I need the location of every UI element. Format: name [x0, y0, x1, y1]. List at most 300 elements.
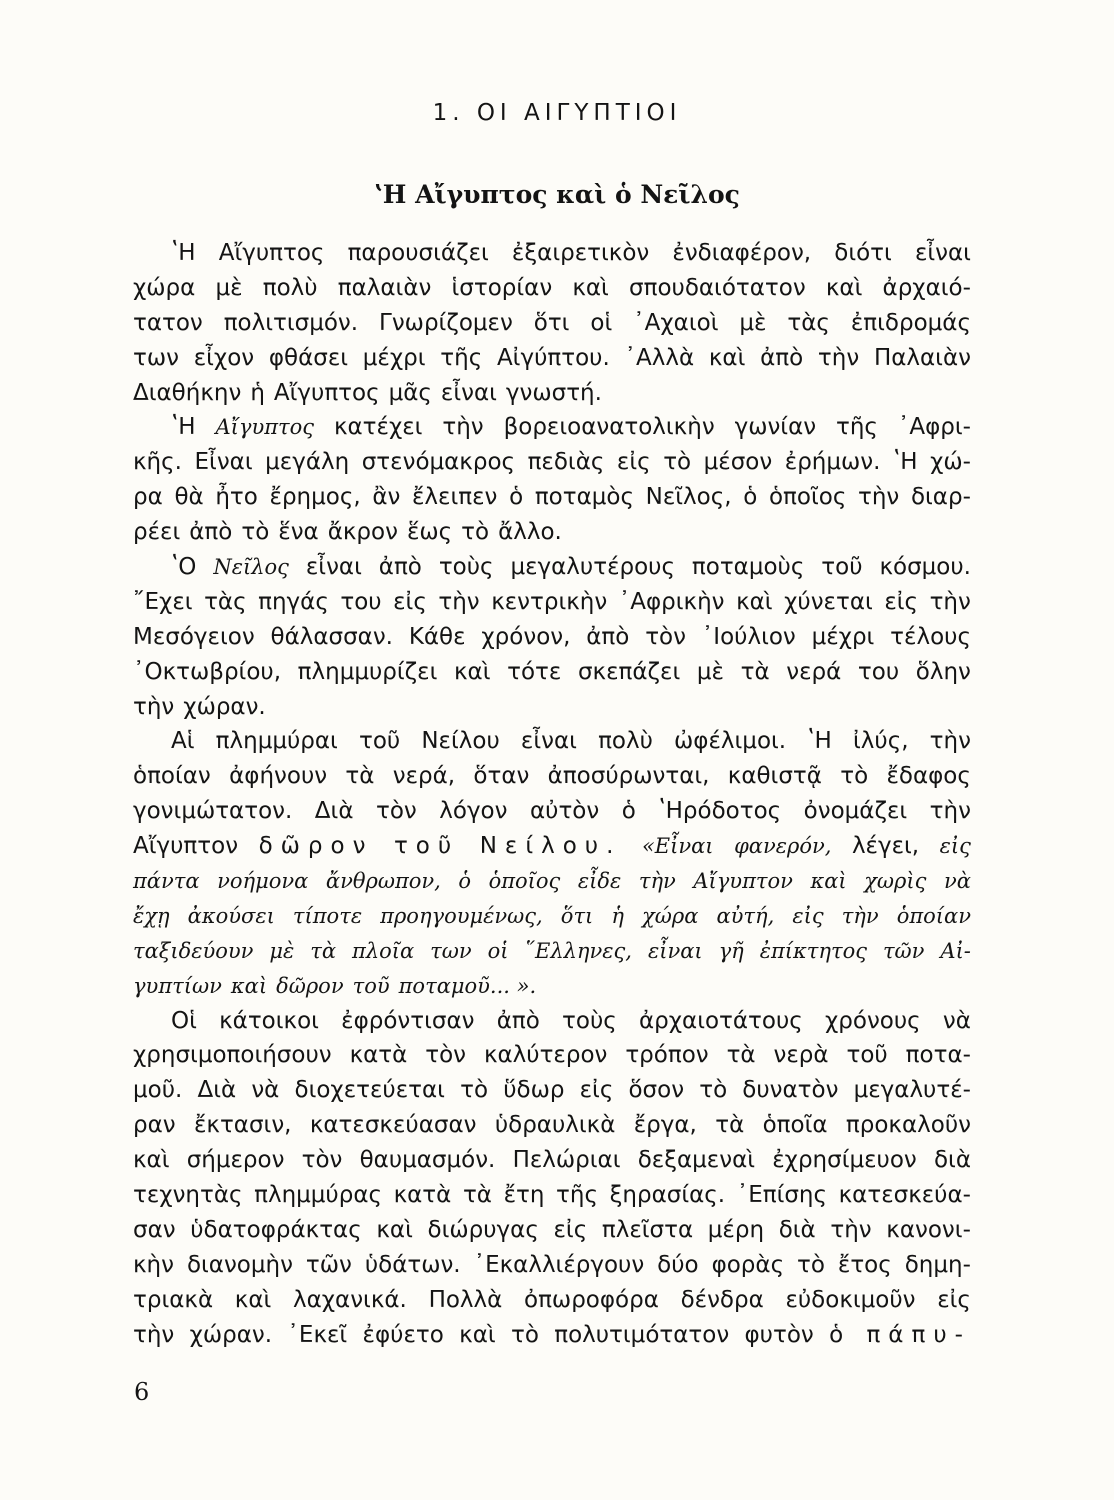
word: Αἴγυπτον — [133, 833, 239, 860]
word: διὰ — [933, 1147, 971, 1174]
word: Αἰ- — [940, 938, 971, 963]
text-line — [133, 306, 971, 341]
word: χώρα — [642, 903, 699, 928]
word: ὅτι — [533, 309, 570, 336]
word: παρουσιάζει — [347, 240, 489, 266]
word: ἐχρησίμευον — [772, 1147, 917, 1174]
word: εἰς — [393, 588, 427, 615]
word: ὀνομάζει — [803, 798, 908, 825]
word: τέλους — [890, 623, 971, 650]
word: δυνατὸν — [742, 1077, 839, 1104]
word: τὴν — [438, 588, 480, 615]
word: στενόμακρος — [361, 449, 516, 476]
word: ἐξαιρετικὸν — [511, 240, 650, 266]
word: Πολλὰ — [428, 1286, 503, 1313]
word: τὸ — [663, 449, 692, 476]
word: τὸν — [375, 798, 417, 825]
word: φορὰς — [711, 1251, 785, 1278]
word: ʽΗ — [171, 240, 196, 266]
word: ἔχῃ — [133, 903, 170, 928]
word: χωρὶς — [864, 869, 927, 894]
word: καὶ — [454, 658, 491, 685]
word: παλαιὰν — [337, 274, 432, 301]
word: Πελώριαι — [512, 1147, 621, 1174]
word: ἔκτασιν, — [193, 1112, 292, 1139]
word: ὅλην — [915, 658, 971, 685]
text-line — [133, 1318, 971, 1353]
text-line — [133, 864, 971, 899]
word: τὴν — [442, 414, 484, 441]
word: κατέχει — [333, 414, 423, 441]
word: «Εἶναι — [641, 834, 714, 859]
word: ποταμὸς — [534, 484, 634, 511]
word: σπουδαιότατον — [629, 274, 806, 301]
word: προκαλοῦν — [845, 1112, 971, 1139]
word: χύνεται — [784, 588, 873, 615]
word: ᾽Ιούλιον — [701, 623, 796, 650]
word: τοῦ — [393, 833, 460, 860]
word: τὸ — [797, 1251, 825, 1278]
word: νερά, — [392, 763, 456, 790]
word: πολὺ — [598, 728, 653, 755]
word: εἶναι — [647, 938, 703, 963]
word: χρόνους — [825, 1007, 921, 1034]
word: πεδιὰς — [527, 449, 605, 476]
word: ᾽Αφρι- — [897, 414, 971, 441]
word: καλύτερον — [483, 1042, 608, 1069]
word: λέγει, — [851, 833, 920, 860]
word: χρόνον, — [481, 623, 571, 650]
word: ἀπὸ — [496, 1007, 540, 1034]
word: τὴν — [817, 344, 860, 371]
section-heading: ʽΗ Αἴγυπτος καὶ ὁ Νεῖλος — [374, 180, 740, 209]
word: εἰς — [579, 1077, 614, 1104]
text-line — [133, 1283, 971, 1318]
word: Διὰ — [197, 1077, 237, 1104]
word: τῶν — [305, 1251, 352, 1278]
word: νερὰ — [773, 1042, 829, 1069]
word: Νεῖλος, — [645, 484, 732, 511]
word: τὸν — [645, 623, 686, 650]
word: θάλασσαν. — [270, 623, 393, 650]
word: κατεσκεύασαν — [309, 1112, 477, 1139]
word: Νεῖλος — [213, 555, 289, 580]
word: οἱ — [590, 309, 613, 336]
word: εἶχον — [193, 344, 255, 371]
word: ὁποῖα — [762, 1112, 828, 1139]
word: αὐτή, — [716, 903, 775, 928]
word: ᾽Αλλὰ — [624, 344, 695, 371]
word: Αἱ — [171, 728, 195, 755]
word: τὴν — [133, 693, 175, 720]
word: ὁ — [621, 798, 636, 825]
word: τὸ — [460, 1077, 489, 1104]
word: μεγαλυτέρους — [510, 554, 675, 581]
word: τῆς — [440, 344, 483, 371]
word: ῎Εχει — [133, 588, 193, 615]
word: Παλαιὰν — [873, 344, 971, 371]
word: Αἰγύπτου. — [496, 344, 610, 371]
word: ἐφύετο — [362, 1321, 444, 1348]
word: ᾽Επίσης — [736, 1182, 828, 1209]
word: τῆς — [556, 1182, 598, 1209]
word: ὁποῖος — [488, 869, 561, 894]
text-line — [133, 271, 971, 306]
word: πάντα — [133, 869, 200, 894]
word: μέρη — [707, 1216, 765, 1243]
word: τὸν — [301, 1147, 343, 1174]
word: φυτὸν — [744, 1321, 814, 1348]
word: κὴν — [133, 1251, 174, 1278]
word: τριακὰ — [133, 1286, 214, 1313]
word: δύο — [657, 1251, 699, 1278]
word: διοχετεύεται — [294, 1077, 445, 1104]
word: πολὺ — [262, 274, 318, 301]
word: εἶναι — [520, 728, 577, 755]
word: ὁ — [458, 869, 472, 894]
word: τίποτε — [292, 903, 363, 928]
word: τρόπον — [625, 1042, 709, 1069]
word: προηγουμένως, — [380, 903, 543, 928]
word: λαχανικά. — [292, 1286, 407, 1313]
word: Αἴγυπτος — [273, 379, 380, 406]
word: σήμερον — [186, 1147, 285, 1174]
word: γνωστή. — [505, 379, 602, 406]
word: Εἶναι — [194, 449, 253, 476]
word: εἶναι — [305, 554, 362, 581]
word: ἀπὸ — [586, 623, 630, 650]
text-line — [133, 1073, 971, 1108]
word: διότι — [834, 240, 892, 266]
text-line — [133, 410, 971, 445]
word: ἔδαφος — [886, 763, 971, 790]
word: ἀρχαιό- — [882, 274, 971, 301]
word: μοῦ. — [133, 1077, 183, 1104]
word: νὰ — [943, 869, 971, 894]
word: εἰς — [616, 449, 651, 476]
text-line — [133, 899, 971, 934]
word: τὰ — [715, 1112, 745, 1139]
word: ραν — [133, 1112, 176, 1139]
word: μέχρι — [362, 344, 426, 371]
word: καὶ — [708, 344, 746, 371]
body-text — [133, 236, 971, 1353]
text-line — [133, 794, 971, 829]
word: ρα — [133, 484, 163, 511]
word: οἱ — [487, 938, 509, 963]
word: κανονι- — [886, 1216, 971, 1243]
word: τὸ — [461, 519, 490, 546]
text-line — [133, 690, 971, 725]
word: τὰς — [204, 588, 247, 615]
word: των — [133, 344, 179, 371]
word: ἐφρόντισαν — [341, 1007, 475, 1034]
word: ἔργα, — [633, 1112, 697, 1139]
word: διώρυγας — [427, 1216, 539, 1243]
word: χώρα — [133, 274, 196, 301]
word: χώραν. — [189, 1321, 273, 1348]
text-line — [133, 1248, 971, 1283]
word: ἀποσύρωνται, — [547, 763, 710, 790]
word: γονιμώτατον. — [133, 798, 293, 825]
word: μεγαλυτέ- — [853, 1077, 971, 1104]
word: γῆ — [718, 938, 744, 963]
word: τὴν — [929, 728, 971, 755]
word: τὰ — [310, 938, 337, 963]
word: τεχνητὰς — [133, 1182, 243, 1209]
text-line — [133, 759, 971, 794]
word: μᾶς — [388, 379, 432, 406]
word: ὁποίαν — [896, 903, 971, 928]
word: ποταμοῦ... ». — [398, 973, 537, 998]
word: τὰ — [462, 1182, 492, 1209]
word: τὸ — [241, 519, 270, 546]
word: τὴν — [638, 869, 676, 894]
word: Διαθήκην — [133, 379, 242, 406]
word: ᾽Αχαιοὶ — [633, 309, 719, 336]
word: κάτοικοι — [219, 1007, 319, 1034]
word: ἐπίκτητος — [759, 938, 867, 963]
word: ἄκρον — [327, 519, 398, 546]
word: πλεῖστα — [601, 1216, 694, 1243]
word: πολυτιμότατον — [554, 1321, 730, 1348]
word: δημη- — [904, 1251, 971, 1278]
word: του — [340, 588, 382, 615]
word: διὰ — [778, 1216, 816, 1243]
word: μὲ — [269, 938, 295, 963]
word: ᾽Εκαλλιέργουν — [473, 1251, 645, 1278]
word: θαυμασμόν. — [359, 1147, 496, 1174]
word: νὰ — [942, 1007, 971, 1034]
word: ὁ πάπυ- — [829, 1321, 971, 1348]
word: τὴν — [929, 798, 971, 825]
word: τὴν — [929, 588, 971, 615]
text-line — [133, 829, 971, 864]
word: τῆς — [836, 414, 878, 441]
word: εἰς — [939, 834, 971, 859]
word: Αἴγυπτος — [218, 240, 325, 266]
word: Γνωρίζομεν — [379, 309, 513, 336]
word: ἂν — [372, 484, 401, 511]
word: ᾽Οκτωβρίου, — [133, 658, 282, 685]
word: φανερόν, — [734, 834, 832, 859]
word: τὸ — [699, 1077, 728, 1104]
word: δένδρα — [680, 1286, 764, 1313]
text-line — [133, 1178, 971, 1213]
word: τὴν — [841, 903, 879, 928]
word: νερά — [786, 658, 842, 685]
word: μέχρι — [811, 623, 875, 650]
text-line — [133, 445, 971, 480]
word: ταξιδεύουν — [133, 938, 254, 963]
word: πλημμυρίζει — [297, 658, 438, 685]
word: δεξαμεναὶ — [637, 1147, 756, 1174]
word: ʽΗ — [892, 449, 918, 476]
word: ἐνδιαφέρον, — [672, 240, 812, 266]
word: ὁ — [743, 484, 758, 511]
word: νοήμονα — [217, 869, 309, 894]
word: καὶ — [230, 973, 268, 998]
word: ἀπὸ — [189, 519, 233, 546]
word: ἦτο — [215, 484, 258, 511]
text-line — [133, 585, 971, 620]
word: κατεσκεύα- — [838, 1182, 971, 1209]
word: ʽΗ — [171, 414, 196, 441]
text-line — [133, 969, 971, 1004]
word: ἔτος — [837, 1251, 892, 1278]
text-line — [133, 480, 971, 515]
word: ἡ — [611, 903, 624, 928]
text-line — [133, 1143, 971, 1178]
word: κατὰ — [349, 1042, 408, 1069]
word: φθάσει — [268, 344, 349, 371]
word: τατον — [133, 309, 203, 336]
word: πηγάς — [258, 588, 329, 615]
word: ἡ — [250, 379, 265, 406]
word: ἀφήνουν — [229, 763, 328, 790]
word: ὑδάτων. — [364, 1251, 461, 1278]
word: ὅσον — [628, 1077, 685, 1104]
text-line — [133, 620, 971, 655]
word: Νείλου. — [479, 833, 622, 860]
word: κόσμου. — [879, 554, 971, 581]
word: ἕως — [406, 519, 453, 546]
word: χρησιμοποιήσουν — [133, 1042, 332, 1069]
word: ἀρχαιοτάτους — [638, 1007, 803, 1034]
word: κατὰ — [393, 1182, 452, 1209]
word: τοὺς — [438, 554, 494, 581]
word: μὲ — [739, 309, 767, 336]
word: θὰ — [174, 484, 204, 511]
word: εἰς — [937, 1286, 971, 1313]
word: εἰς — [792, 903, 824, 928]
word: ἰλύς, — [853, 728, 909, 755]
word: πλημμύραι — [215, 728, 338, 755]
word: του — [857, 658, 900, 685]
word: ὅτι — [560, 903, 594, 928]
word: καὶ — [572, 274, 609, 301]
word: χώραν. — [183, 693, 266, 720]
word: εὐδοκιμοῦν — [785, 1286, 916, 1313]
word: τὸ — [510, 1321, 539, 1348]
word: ἀκούσει — [187, 903, 275, 928]
word: τοῦ — [846, 1042, 888, 1069]
word: καὶ — [234, 1286, 272, 1313]
word: εἰς — [553, 1216, 588, 1243]
word: πλημμύρας — [254, 1182, 382, 1209]
word: τὰ — [740, 658, 770, 685]
word: ὅταν — [473, 763, 530, 790]
word: ἄλλο. — [498, 519, 562, 546]
text-line — [133, 236, 971, 271]
text-line — [133, 341, 971, 376]
word: Διὰ — [314, 798, 354, 825]
word: ὀπωροφόρα — [524, 1286, 659, 1313]
text-line — [133, 655, 971, 690]
word: γωνίαν — [734, 414, 817, 441]
word: ἀπὸ — [378, 554, 422, 581]
word: διανομὴν — [186, 1251, 293, 1278]
word: ἔλειπεν — [412, 484, 498, 511]
word: μεγάλη — [265, 449, 350, 476]
word: τὰ — [726, 1042, 756, 1069]
text-line — [133, 515, 971, 550]
word: εἶναι — [440, 379, 497, 406]
word: τὰ — [345, 763, 375, 790]
word: ὁποίαν — [133, 763, 211, 790]
word: ᾽Αφρικὴν — [618, 588, 725, 615]
word: ποτα- — [905, 1042, 971, 1069]
word: καὶ — [825, 274, 863, 301]
text-line — [133, 1213, 971, 1248]
word: κεντρικὴν — [491, 588, 608, 615]
word: ὑδραυλικὰ — [494, 1112, 616, 1139]
word: γυπτίων — [133, 973, 222, 998]
word: ἄνθρωπον, — [325, 869, 441, 894]
word: ἀπὸ — [760, 344, 804, 371]
word: τοῦ — [821, 554, 863, 581]
word: τὸ — [840, 763, 869, 790]
word: τοῦ — [352, 973, 390, 998]
word: λόγον — [439, 798, 508, 825]
word: αὐτὸν — [529, 798, 600, 825]
word: ʽΟ — [171, 554, 197, 581]
word: ʽΗ — [807, 728, 832, 755]
word: Οἱ — [171, 1007, 197, 1034]
text-line — [133, 724, 971, 759]
word: κῆς. — [133, 449, 182, 476]
word: ρέει — [133, 519, 181, 546]
word: δῶρον — [258, 833, 374, 860]
word: μὲ — [215, 274, 243, 301]
text-line — [133, 1038, 971, 1073]
word: ὠφέλιμοι. — [674, 728, 787, 755]
word: μὲ — [696, 658, 724, 685]
word: σαν — [133, 1216, 176, 1243]
text-line — [133, 1108, 971, 1143]
word: καθιστᾷ — [727, 763, 822, 790]
word: πολιτισμόν. — [223, 309, 359, 336]
word: ὁποῖος — [768, 484, 847, 511]
word: Μεσόγειον — [133, 623, 255, 650]
text-line — [133, 1004, 971, 1039]
word: τὴν — [133, 1321, 175, 1348]
word: καὶ — [459, 1321, 496, 1348]
word: ἔρημος, — [269, 484, 361, 511]
word: καὶ — [736, 588, 773, 615]
word: τῶν — [882, 938, 925, 963]
word: ἕνα — [278, 519, 319, 546]
text-line — [133, 550, 971, 585]
word: Νείλου — [421, 728, 500, 755]
word: ἔτη — [503, 1182, 545, 1209]
word: εἶναι — [914, 240, 971, 266]
word: των — [430, 938, 472, 963]
word: καὶ — [133, 1147, 170, 1174]
word: τὰς — [787, 309, 830, 336]
word: ἐρήμων. — [784, 449, 881, 476]
word: ὑδατοφράκτας — [190, 1216, 362, 1243]
word: σκεπάζει — [577, 658, 681, 685]
word: μέσον — [703, 449, 773, 476]
text-line — [133, 934, 971, 969]
word: Αἴγυπτον — [693, 869, 793, 894]
word: πλοῖα — [352, 938, 415, 963]
word: τὴν — [830, 1216, 872, 1243]
word: καὶ — [810, 869, 847, 894]
word: ῞Ελληνες, — [524, 938, 632, 963]
word: ἱστορίαν — [451, 274, 553, 301]
